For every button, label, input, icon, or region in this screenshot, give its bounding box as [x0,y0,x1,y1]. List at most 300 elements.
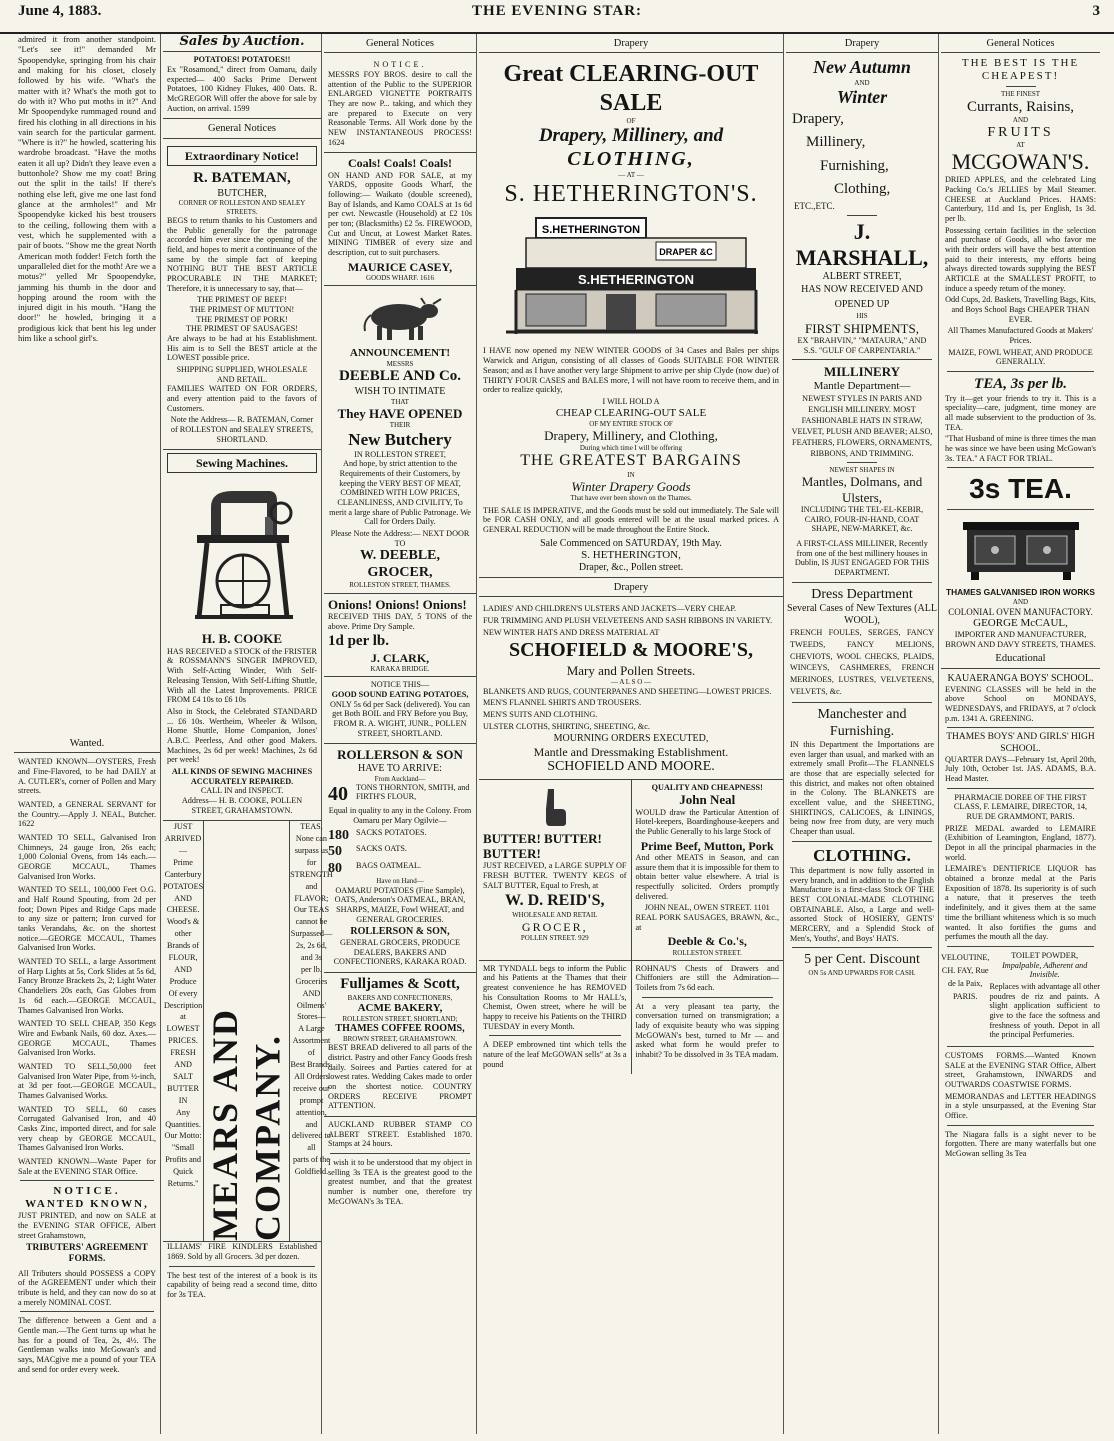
quarter-days: QUARTER DAYS—February 1st, April 20th, July 10th, October 1st. JAS. ADAMS, B.A. Head Master. [945,754,1096,784]
veloutine-ad [941,951,1100,1042]
fulljames-name: Fulljames & Scott, [340,976,460,993]
divider [792,841,932,842]
mears-right-line: Best Brands. [290,1060,333,1070]
shop-sign-main: S.HETHERINGTON [577,271,695,287]
bateman-address: Note the Address— R. BATEMAN, Corner of ROLLESTON and SEALEY STREETS, SHORTLAND. [170,415,314,444]
divider [947,467,1094,468]
butter-neal-row [479,780,783,961]
oatmeal-line [328,861,472,878]
hetherington-ad [479,57,783,578]
thames-coffee-rooms: THAMES COFFEE ROOMS, [335,1023,465,1035]
column-4 [479,34,784,1434]
dress-department: Dress Department [811,586,913,602]
mantle-department: Mantle Department— [813,379,911,392]
mears-left-line: "Small Profits and Quick Returns." [165,1143,201,1188]
qty-80: 80 [328,860,342,876]
coals-ad [324,153,476,286]
column-6 [941,34,1100,1434]
divider [642,997,774,998]
butcher-label: BUTCHER, [217,187,267,199]
fabrics-list: FRENCH FOULES, SERGES, FANCY TWEEDS, FANCY MELIONS, CHEVIOTS, WOOL CHECKS, PLAIDS, WINCEYS, CASHMERES, FRENCH MERINOES, LUSTRES, VELVETEENS, VELVETS, &c. [790,627,934,697]
mears-right-line: prompt attention, [296,1095,327,1117]
divider [792,582,932,583]
divider [947,509,1094,510]
manchester-title: Manchester and Furnishing. [817,707,907,739]
potatoes-body: ONLY 5s 6d per Sack (delivered). You can get Both BOIL and FRY Before you Buy, FROM R. A. WIGHT, JUNR., POLLEN STREET, SHORTLAND. [329,699,471,738]
possessing-facilities: Possessing certain facilities in the selection and purchase of Goods, all who favor me with their orders will have the best attention paid to their interests, my efforts being always directed towards supplying the BEST ARTICLE at the SMALLEST PROFIT, to induce a speedy return of the money. [945,225,1096,293]
rollerson-body: GENERAL GROCERS, PRODUCE DEALERS, BAKERS AND CONFECTIONERS, KARAKA ROAD. [333,938,467,967]
marshall-item: Millinery, [806,134,866,151]
mears-right-line: parts of the [293,1155,330,1165]
marshall-item: Drapery, [792,111,844,128]
deeble-address: ROLLESTON STREET, THAMES. [349,581,451,590]
just-printed: JUST PRINTED, and now on SALE at the EVENING STAR OFFICE, Albert street Grahamstown, [18,1211,156,1240]
fruits-title: FRUITS [987,124,1054,140]
clothing-title: CLOTHING, [567,147,695,170]
deeble-body: And hope, by strict attention to the Requirements of their Customers, by keeping the VERY BEST OF MEAT, COMBINED WITH LOW PRICES, CLEANLINESS, AND CIVILITY, To merit a large share of Public Patronage. We Call for Orders Daily. [329,459,471,527]
notice-title: NOTICE. [373,60,427,70]
veloutine-maker: VELOUTINE, CH. FAY, Rue de la Paix, PARIS. [941,952,990,1002]
kauaeranga-school: KAUAERANGA BOYS' SCHOOL. [947,672,1094,684]
divider [847,462,877,463]
marshall-item: Clothing, [834,180,891,197]
qty-40: 40 [328,782,348,805]
mears-right-line: Our TEAS [293,905,330,915]
galvanised-works: THAMES GALVANISED IRON WORKS [945,587,1096,598]
prize-medal: PRIZE MEDAL awarded to LEMAIRE (Exhibition of Leamington, England, 1877). Depot in all the principal pharmacies in the world. [945,823,1096,862]
repairs-line: ALL KINDS OF SEWING MACHINES ACCURATELY REPAIRED. [171,766,313,786]
clark-sub: KARAKA BRIDGE. [370,665,430,674]
in-label: IN [627,470,635,479]
notice-heading: NOTICE. [53,1185,121,1198]
etc-row [786,201,938,212]
divider [947,946,1094,947]
ulster-cloths: ULSTER CLOTHS, SHIRTING, SHEETING, &c. [483,721,650,731]
pointing-hand-icon [540,787,570,827]
mears-right-line: A Large [298,1024,325,1034]
reid-sub: WHOLESALE AND RETAIL [512,911,598,920]
marshall-items [786,108,938,201]
new-winter-hats: NEW WINTER HATS AND DRESS MATERIAL AT [483,627,660,637]
eating-potatoes: GOOD SOUND EATING POTATOES, [331,690,469,700]
wanted-list [14,757,160,1176]
wanted-item: WANTED, a GENERAL SERVANT for the Country.—Apply J. NEAL, Butcher. 1622 [18,800,156,829]
wanted-item: WANTED TO SELL, Galvanised Iron Chimneys, 24 gauge Iron, 26s each; 1,000 Colonial Ovens, from 14s each.—GEORGE MCCAUL, Thames Galvanised Iron Works. [18,833,156,881]
potatoes-ad [163,52,321,119]
casey-sub: GOODS WHARF. 1616 [366,273,434,282]
cooke-body-2: Also in Stock, the Celebrated STANDARD ... £6 10s. Wertheim, Wheeler & Wilson, Home Shuttle, Home Companion, Jones' A.B.C. Peerless, And other good Makers. Machines, 2s 6d per week! Machines, 2s 6d per week! [167,706,317,765]
several-cases: Several Cases of New Textures (ALL WOOL), [787,603,937,626]
mears-right-line: STRENGTH and [290,869,333,891]
during-label: During which time I will be offering [579,443,683,452]
mears-left-line: Prime Canterbury [164,857,202,879]
hetherington-body: I HAVE now opened my NEW WINTER GOODS of 34 Cases and Bales per ships Warwick and Arigun, consisting of all classes of Goods SUITABLE FOR WINTER Season; and as I have another very large Shipment to arrive per ship Clyde (now due) of THIRTY FOUR CASES and BALES more, I will not have room to receive them, and in order to realize quickly, [483,345,779,395]
divider [20,1311,154,1312]
masthead [0,0,1114,34]
general-notices-heading: General Notices [941,36,1100,53]
wanted-item: WANTED TO SELL, a large Assortment of Harp Lights at 5s, Cork Slides at 5s 6d, Fancy Bronze Brackets 2s, 2; Light Water Chandeliers 20s each, Gas Globes from 1s 6d each.—GEORGE MCCAUL, Thames Galvanised Iron Works. [18,957,156,1015]
neal-name: John Neal [679,792,736,808]
mears-right-line: Stores— [297,1012,326,1022]
deeble-co-name: Deeble & Co.'s, [667,934,747,949]
clark-name: J. CLARK, [370,650,430,665]
etc-2: ETC. [815,201,835,212]
have-opened: They HAVE OPENED [337,405,463,421]
wanted-item: WANTED TO SELL, 100,000 Feet O.G. and Half Round Spouting, from 2d per foot; Down Pipes and Ridge Caps made to any size or pattern; Iron curved for tanks Verandahs, &c. on the shortest notice.—GEORGE MCCAUL, Thames Galvanised Iron Works. [18,885,156,953]
butter-title: BUTTER! BUTTER! BUTTER! [483,830,602,862]
flour-line [328,783,472,807]
potatoes-body: Ex "Rosamond," direct from Oamaru, daily expected— 400 Sacks Prime Derwent Potatoes, 100 Kidney Flukes, 400 Oats. R. McGREGOR Will offer the above for sale by Auction, on arrival. 1599 [167,65,317,113]
tea-footer: The difference between a Gent and a Gentle man.—The Gent turns up what he has for a pound of Tea, 2s, 4½. The Gentleman walks into McGowan's and says, MACgive me a pound of your TEA and send for order every week. [18,1316,156,1374]
divider [330,1153,470,1154]
mears-right-line: Goldfield. [294,1167,329,1177]
newest-shapes: NEWEST SHAPES IN [829,466,895,474]
sewing-machine-illustration [177,477,307,627]
divider [792,359,932,360]
oatmeal-bags: BAGS OATMEAL. [356,860,422,870]
divider [847,215,877,216]
mears-left-line: Any Quantities. [165,1107,201,1129]
marshall-name: J. MARSHALL, [795,218,929,270]
drapery-heading-2: Drapery [479,580,783,597]
quality-cheapness: QUALITY AND CHEAPNESS! [651,782,763,792]
oven-illustration [961,514,1081,584]
mears-right-line: Groceries [295,976,328,986]
dried-apples: DRIED APPLES, and the celebrated Ling Packing Co.'s JELLIES by Mail Steamer. CHEESE at Auckland Prices. HAMS: Canterbury, 11d and 1s, per English, 1s 3d. per lb. [945,175,1096,223]
reid-butter-ad [479,780,632,960]
mears-left-line: JUST [173,822,193,832]
drapery-millinery-clothing: Drapery, Millinery, and Clothing, [544,428,718,444]
oats-line [328,844,472,861]
toilet-powder: TOILET POWDER, [1011,950,1079,960]
mears-left-line: CHEESE. [166,905,200,915]
veloutine-right [989,951,1100,1042]
notice-this: NOTICE THIS— [370,680,430,690]
wanted-known: WANTED KNOWN, [25,1198,149,1211]
tyndall-ad [479,961,632,1075]
rollerson-name-2: ROLLERSON & SON, [350,926,450,938]
wanted-item: WANTED KNOWN—OYSTERS, Fresh and Fine-Flavored, to be had DAILY at A. CUTLER's, corner of Pollen and Mary streets. [18,757,156,796]
mears-right-line: Oilmens' [296,1000,327,1010]
sale-commenced: Sale Commenced on SATURDAY, 19th May. [540,537,722,549]
mantle-body: NEWEST STYLES IN PARIS AND ENGLISH MILLINERY. MOST FASHIONABLE HATS IN STRAW, VELVET, PLUSH AND BEAVER; ALSO, FEATHERS, FLOWERS, ORNAMENTS, RIBBONS, AND TRIMMING. [791,393,933,458]
fur-trimming: FUR TRIMMING AND PLUSH VELVETEENS AND SASH RIBBONS IN VARIETY. [483,616,773,626]
clark-onions-ad [324,594,476,678]
mears-left-line: POTATOES [163,881,204,891]
hetherington-sig: S. HETHERINGTON, [581,549,681,562]
high-school: THAMES BOYS' AND GIRLS' HIGH SCHOOL. [946,732,1095,754]
schofield-moore: SCHOFIELD AND MOORE. [547,759,715,775]
wanted-item: WANTED TO SELL,50,000 feet Galvanised Iron Water Pipe, from ½-inch, at 3d per foot.—GEORGE MCCAUL, Thames Galvanised Works. [18,1061,156,1100]
mears-vertical-title [203,821,290,1241]
mears-left-line: BUTTER [167,1083,199,1093]
divider [947,1125,1094,1126]
rohnau-body: ROHNAU'S Chests of Drawers and Chiffoniers are still the Admiration—Toilets from 7s 6d each. [635,963,779,993]
neal-ad [632,780,784,960]
ships-list: EX "BRAHVIN," "MATAURA," AND S.S. "GULF OF CARPENTARIA." [797,335,927,355]
will-hold: I WILL HOLD A [602,397,660,407]
primest-beef: THE PRIMEST OF BEEF! [197,295,287,305]
divider [1006,86,1036,87]
neal-body: WOULD draw the Particular Attention of Hotel-keepers, Boardinghouse-keepers and the Public Generally to his large Stock of [635,807,779,837]
currants-raisins: Currants, Raisins, [966,98,1075,115]
winter-drapery: Winter Drapery Goods [571,478,691,494]
mears-left-line: ARRIVED— [164,834,202,856]
manchester-body: IN this Department the Importations are even larger than usual, and marked with an extremely small Profit—The FLANNELS are those that are especially selected for this district, and makes not often obtained in the Colony. The BLANKETS are excellent value, and the SHEETING, SHIRTINGS, CALICOES, & LININGS, being now free from duty, are very much Cheaper than usual. [790,740,934,837]
mears-left-line: Our Motto: [164,1131,202,1141]
deeble-grocer: W. DEEBLE, GROCER, [359,548,440,580]
wight-potatoes-ad [324,677,476,744]
greatest-bargains: THE GREATEST BARGAINS [520,451,742,469]
newspaper-title: THE EVENING STAR: [471,3,643,19]
tea-footer: The Niagara falls is a sight never to be forgotten. There are many waterfalls but one McGowan selling 3s Tea [945,1129,1096,1158]
mears-right-line: 2s, 2s 6d, and 3s [295,941,327,963]
and-label-2: AND [1012,598,1029,607]
shop-sign-top: S.HETHERINGTON [541,223,641,236]
never-shown: That have ever been shown on the Thames. [570,494,692,503]
great-sale-title: Great CLEARING-OUT SALE [503,61,759,116]
tea-footer-1: A DEEP embrowned tint which tells the nature of the leaf McGOWAN sells" at 3s a pound [483,1040,627,1069]
mears-right-line: Assortment of [292,1036,331,1058]
mcgowans-title: MCGOWAN'S. [951,149,1090,175]
mears-left-line: Wood's & other [166,917,200,939]
wanted-item: WANTED TO SELL, 60 cases Corrugated Galvanised Iron, and 40 Casks Zinc, imported direct, and for sale very cheap by GEORGE MCCAUL, Thames Galvanised Iron Works. [18,1104,156,1153]
brown-street: BROWN STREET, GRAHAMSTOWN. [342,1034,458,1043]
casey-name: MAURICE CASEY, [347,259,453,274]
schofield-ad [479,601,783,779]
schofield-title: SCHOFIELD & MOORE'S, [509,639,753,662]
clothing-body: This department is now fully assorted in every branch, and in addition to the English Manufacture is a first-class Stock OF THE BEST COLONIAL-MADE CLOTHING OBTAINABLE. Also, a Large and well-assorted Stock of HOSIERY, GENTS' MERCERY, and a Splendid Stock of Men's, Youths', and Boys' HATS. [790,865,934,943]
cooke-address: Address— H. B. COOKE, POLLEN STREET, GRAHAMSTOWN. [181,795,303,815]
toilet-powder-body: Impalpable, Adherent and Invisible. [1002,960,1088,980]
mary-pollen: Mary and Pollen Streets. [566,663,696,679]
pork-sausages: REAL PORK SAUSAGES, BRAWN, &c., at [635,913,779,932]
tributers-body: All Tributers should POSSESS a COPY of the AGREEMENT under which their tribute is held, and they can now do so at a merely NOMINAL COST. [18,1268,156,1307]
grocer-label: GROCER, [521,919,588,934]
neal-signature: JOHN NEAL, OWEN STREET. 1101 [644,903,770,913]
memorandas: MEMORANDAS and LETTER HEADINGS in a style unsurpassed, at the Evening Star Office. [945,1091,1096,1120]
messrs: MESSRS [386,360,414,368]
mears-right-line: receive our [293,1083,330,1093]
oats-sacks: SACKS OATS. [356,844,407,854]
cooke-name: H. B. COOKE [201,631,283,647]
colonial-oven: COLONIAL OVEN MANUFACTORY. [948,606,1093,617]
acme-address: ROLLESTON STREET, SHORTLAND; [342,1014,458,1023]
thames-manufactured: All Thames Manufactured Goods at Makers' Prices. [947,326,1094,345]
primest-sausages: THE PRIMEST OF SAUSAGES! [186,324,298,334]
bateman-body-2: Are always to be had at his Establishment. His aim is to Sell the BEST article at the LOWEST possible price. [167,333,317,363]
tea-footer-2: At a very pleasant tea party, the conversation turned on transmigration; a lady of exquisite beauty who was sipping McGOWAN's best, turned to Mr — and asked what form he would prefer to inhabit? To be dissolved in 3s TEA madam. [635,1001,779,1060]
potatoes-title: POTATOES! POTATOES!! [193,55,291,65]
maize-wheat: MAIZE, FOWL WHEAT, AND PRODUCE GENERALLY. [948,347,1093,367]
mears-left-line: Produce [169,976,197,986]
reid-name: W. D. REID'S, [505,892,605,910]
new-autumn: New Autumn [813,57,911,78]
mears-left-line: LOWEST PRICES. [166,1024,200,1046]
divider [947,788,1094,789]
try-it: Try it—get your friends to try it. This is a speciality—care, judgment, time money are all made subservient to the production of 3s. TEA. [945,393,1096,432]
have-to-arrive: HAVE TO ARRIVE: [358,762,442,774]
mears-left-line: FRESH [170,1048,196,1058]
shop-sign-draper: DRAPER &C [659,246,713,257]
new-butchery: New Butchery [348,429,452,449]
equal-quality: Equal in quality to any in the Colony. From Oamaru per Mary Ogilvie— [328,806,472,826]
have-on-hand: Have on Hand— [376,877,424,886]
best-is-cheapest: THE BEST IS THE CHEAPEST! [961,57,1080,83]
tea-footer: The best test of the interest of a book is its capability of being read a second time, ditto for 3s TEA. [167,1270,317,1299]
shop-front-illustration [496,212,766,342]
veloutine-body: Replaces with advantage all other poudres de riz and paints. A slight application sufficient to give to the face the softness and freshness of youth. Depot in all the principal Perfumeries. [989,981,1100,1040]
extraordinary-notice: Extraordinary Notice! [167,146,317,166]
divider [20,1180,154,1181]
general-notices-heading: General Notices [163,121,321,138]
mears-right-line: Surpassed— [290,929,333,939]
primest-mutton: THE PRIMEST OF MUTTON! [189,304,295,314]
sales-by-auction-heading: Sales by Auction. [163,34,321,52]
mears-right-line: cannot be [295,917,328,927]
divider [489,1035,621,1036]
mears-right-line: delivered to all [292,1131,331,1153]
deeble-co: DEEBLE AND Co. [338,368,462,385]
bateman-ad [163,143,321,451]
announcement: ANNOUNCEMENT! [349,347,451,360]
mens-suits: MEN'S SUITS AND CLOTHING. [483,710,598,719]
the-finest: THE FINEST [1000,90,1041,99]
bakers-label: BAKERS AND CONFECTIONERS, [347,993,453,1002]
mears-right-line: and [305,1119,318,1129]
albert-street: ALBERT STREET, [822,270,902,282]
families-waited: FAMILIES WAITED ON FOR ORDERS, and every attention paid to the favors of Customers. [167,384,317,413]
coals-body: ON HAND AND FOR SALE, at my YARDS, opposite Goods Wharf, the following:— Waikato (double screened), Bay of Islands, and Kamo COALS at 1s 6d per cwt. Newcastle (Household) at £2 10s per ton; (Blacksmiths) £2 5s. FIREWOOD, Cut and Uncut, at Lowest Market Rates. MINING TIMBER of every size and description, cut to suit purchasers. [328,170,472,257]
sewing-machines-heading: Sewing Machines. [167,453,317,473]
hetherington-title: S. HETHERINGTON'S. [504,180,758,207]
mears-left-line: AND [174,1060,192,1070]
primest-pork: THE PRIMEST OF PORK! [196,314,288,324]
rollerson-ad [324,744,476,973]
foy-bros-body: MESSRS FOY BROS. desire to call the attention of the Public to the SUPERIOR ENLARGED VIGNETTE PORTRAITS They are now P... taking, and which they are prepared to Execute on very Reasonable Terms. All Work done by the NEW INSTANTANEOUS PROCESS! 1624 [328,70,472,147]
cooke-body: HAS RECEIVED a STOCK of the FRISTER & ROSSMANN'S SINGER IMPROVED, With Self-Acting Winder, With Self-Releasing Tension, With Self-Lifting Shuttle, With all the Latest Improvements. PRICE FROM £4 10s to £6 10s [167,646,317,705]
butter-body: JUST RECEIVED, a LARGE SUPPLY OF FRESH BUTTER. TWENTY KEGS of SALT BUTTER, Equal to Fresh, at [483,861,627,890]
bateman-name: R. BATEMAN, [193,169,291,186]
tyndall-body: MR TYNDALL begs to inform the Public and his Patients at the Thames that their greatest convenience he has REMOVED his Consultation Rooms to Mr HALL's, Chemist, Owen street, where he will be happy to receive his Patients on the THIRD TUESDAY in every Month. [483,963,627,1031]
etc-1: ETC., [794,201,816,212]
at-label: — AT — [618,171,644,180]
column-1 [14,34,161,1434]
from-auckland: From Auckland— [374,774,426,783]
discount-title: 5 per Cent. Discount [804,952,920,968]
bottom-row [479,961,783,1075]
first-shipments: FIRST SHIPMENTS, [805,320,919,336]
tributers-heading: TRIBUTERS' AGREEMENT FORMS. [26,1243,148,1265]
reid-address: POLLEN STREET. 929 [520,933,589,942]
divider [169,1266,315,1267]
wanted-heading: Wanted. [14,736,160,753]
their-label: THEIR [389,421,411,430]
discount-sub: ON 5s AND UPWARDS FOR CASH. [808,968,916,977]
three-shilling-tea: 3s TEA. [969,473,1072,505]
please-note: Please Note the Address:— NEXT DOOR TO [330,528,470,548]
column-3 [324,34,477,1434]
bull-illustration [355,293,445,343]
acme-bakery: ACME BAKERY, [357,1001,443,1014]
onions-body: RECEIVED THIS DAY, 5 TONS of the above. Prime Dry Sample. [328,611,472,631]
deeble-co-sub: ROLLESTON STREET. [672,948,742,957]
deeble-butchery-ad [324,286,476,594]
bateman-body: BEGS to return thanks to his Customers and the Public generally for the patronage accorded him ever since the opening of the field, and hopes to merit a continuance of the same by the simple fact of keeping NOTHING BUT THE BEST ARTICLE PROCURABLE IN THE MARKET; Therefore, it is unnecessary to say, that— [167,215,317,293]
drapery-heading: Drapery [786,36,938,53]
and-label: AND [1012,116,1029,125]
bread-body: BEST BREAD delivered to all parts of the district. Pastry and other Fancy Goods fresh daily. Soirees and Parties catered for at lowest rates. Wedding Cakes made to order on the shortest notice. COUNTRY ORDERS RECEIVE PROMPT ATTENTION. [328,1043,472,1111]
onions-title: Onions! Onions! Onions! [328,596,467,612]
drapery-millinery: Drapery, Millinery, and [538,125,724,147]
flour-text: TONS THORNTON, SMITH, and FIRTH'S FLOUR, [356,782,470,802]
mears-and-company: MEARS AND COMPANY. [205,1008,288,1242]
spoopendyke-story [14,34,160,734]
veloutine-left [941,951,989,1042]
prime-meats: Prime Beef, Mutton, Pork [640,838,774,853]
issue-date: June 4, 1883. [18,3,102,19]
mourning-orders: MOURNING ORDERS EXECUTED, [553,733,709,745]
mears-left-line: AND [174,893,192,903]
shipping-supplied: SHIPPING SUPPLIED, WHOLESALE AND RETAIL. [176,364,308,384]
potatoes-sacks: SACKS POTATOES. [356,827,427,837]
mears-right-line: All Orders [294,1071,329,1081]
wanted-item: WANTED KNOWN—Waste Paper for Sale at the EVENING STAR Office. [18,1156,156,1176]
millinery-title: MILLINERY [823,364,901,380]
mantle-establishment: Mantle and Dressmaking Establishment. [533,745,729,760]
mears-left-line: IN [178,1095,188,1105]
mccaul-sub: IMPORTER AND MANUFACTURER, BROWN AND DAVY STREETS, THAMES. [945,630,1096,649]
qty-50: 50 [328,844,342,860]
neal-body-2: And other MEATS in Season, and can assure them that it is impossible for them to obtain better value elsewhere. A trial is respectfully solicited. Orders promptly delivered. [635,852,779,901]
divider [947,727,1094,728]
call-inspect: CALL IN and INSPECT. [200,786,284,796]
mears-ad [163,821,333,1242]
wish-intimate: WISH TO INTIMATE [354,385,446,397]
onions-price: 1d per lb. [328,633,389,650]
lemaire-body: LEMAIRE's DENTIFRICE LIQUOR has obtained a bronze medal at the Paris Exposition of 1878. Its superiority is of such a nature, that it preserves the teeth indefinitely, and it gives them at the same time the brilliant whiteness which is so much wanted. It also fortifies the gums and perfumes the mouth all the day. [945,864,1096,942]
divider [947,1046,1094,1047]
rollerson-name: ROLLERSON & SON [337,747,463,763]
cheap-sale: CHEAP CLEARING-OUT SALE [555,407,707,420]
pharmacie-doree: PHARMACIE DOREE OF THE FIRST CLASS, F. LEMAIRE, DIRECTOR, 14, RUE DE GRAMMONT, PARIS. [953,792,1088,822]
drapery-heading: Drapery [479,36,783,53]
mears-left-line: AND [174,964,192,974]
mears-left-line: Of every Description at [163,988,203,1022]
mears-left-line: Brands of [167,941,200,951]
his-label: HIS [856,312,868,321]
also-label: — A L S O — [611,678,651,687]
has-now-received: HAS NOW RECEIVED AND OPENED UP [801,284,923,311]
oamaru-list: OAMARU POTATOES (Fine Sample), OATS, Anderson's OATMEAL, BRAN, SHARPS, MAIZE, Fowl WHEAT, and GENERAL GROCERIES. [334,885,466,924]
winter-title: Winter [836,86,888,107]
evening-classes: EVENING CLASSES will be held in the above School on MONDAYS, WEDNESDAYS, and FRIDAYS, at 7 o'clock p.m. 1341 A. GREENING. [945,684,1096,723]
column-2 [163,34,333,1434]
mears-right-line: per lb. [301,964,322,974]
general-notices-heading: General Notices [324,36,476,53]
kindlers-ad: ILLIAMS' FIRE KINDLERS Established 1869. Sold by all Grocers. 3d per dozen. [167,1242,317,1261]
divider [947,371,1094,372]
customs-forms: CUSTOMS FORMS.—Wanted Known SALE at the EVENING STAR Office, Albert street, Grahamstown, INWARDS and OUTWARDS COASTWISE FORMS. [945,1050,1096,1089]
imperative-body: THE SALE IS IMPERATIVE, and the Goods must be sold out immediately. The Sale will be FOR CASH ONLY, and all goods entered will be at the usual marked prices. A GENERAL REDUCTION will be made throughout the Entire Stock. [483,505,779,534]
mears-right-line: AND [302,988,321,998]
milliner-notice: A FIRST-CLASS MILLINER, Recently from one of the best millinery houses in Dublin, IS JUST ENGAGED FOR THIS DEPARTMENT. [794,538,930,577]
educational-heading: Educational [941,651,1100,668]
including-list: INCLUDING THE TEL-EL-KEBIR, CAIRO, FOUR-IN-HAND, COAT SHAPE, NEW-MARKET, &c. [800,504,924,534]
tea-footer: I wish it to be understood that my object in selling 3s TEA is the greatest good to the greatest number, and that the greatest number is number one, therefore try McGOWAN's 3s TEA. [328,1157,472,1206]
mantles-dolmans: Mantles, Dolmans, and Ulsters, [801,474,923,505]
foy-bros-ad [324,57,476,153]
